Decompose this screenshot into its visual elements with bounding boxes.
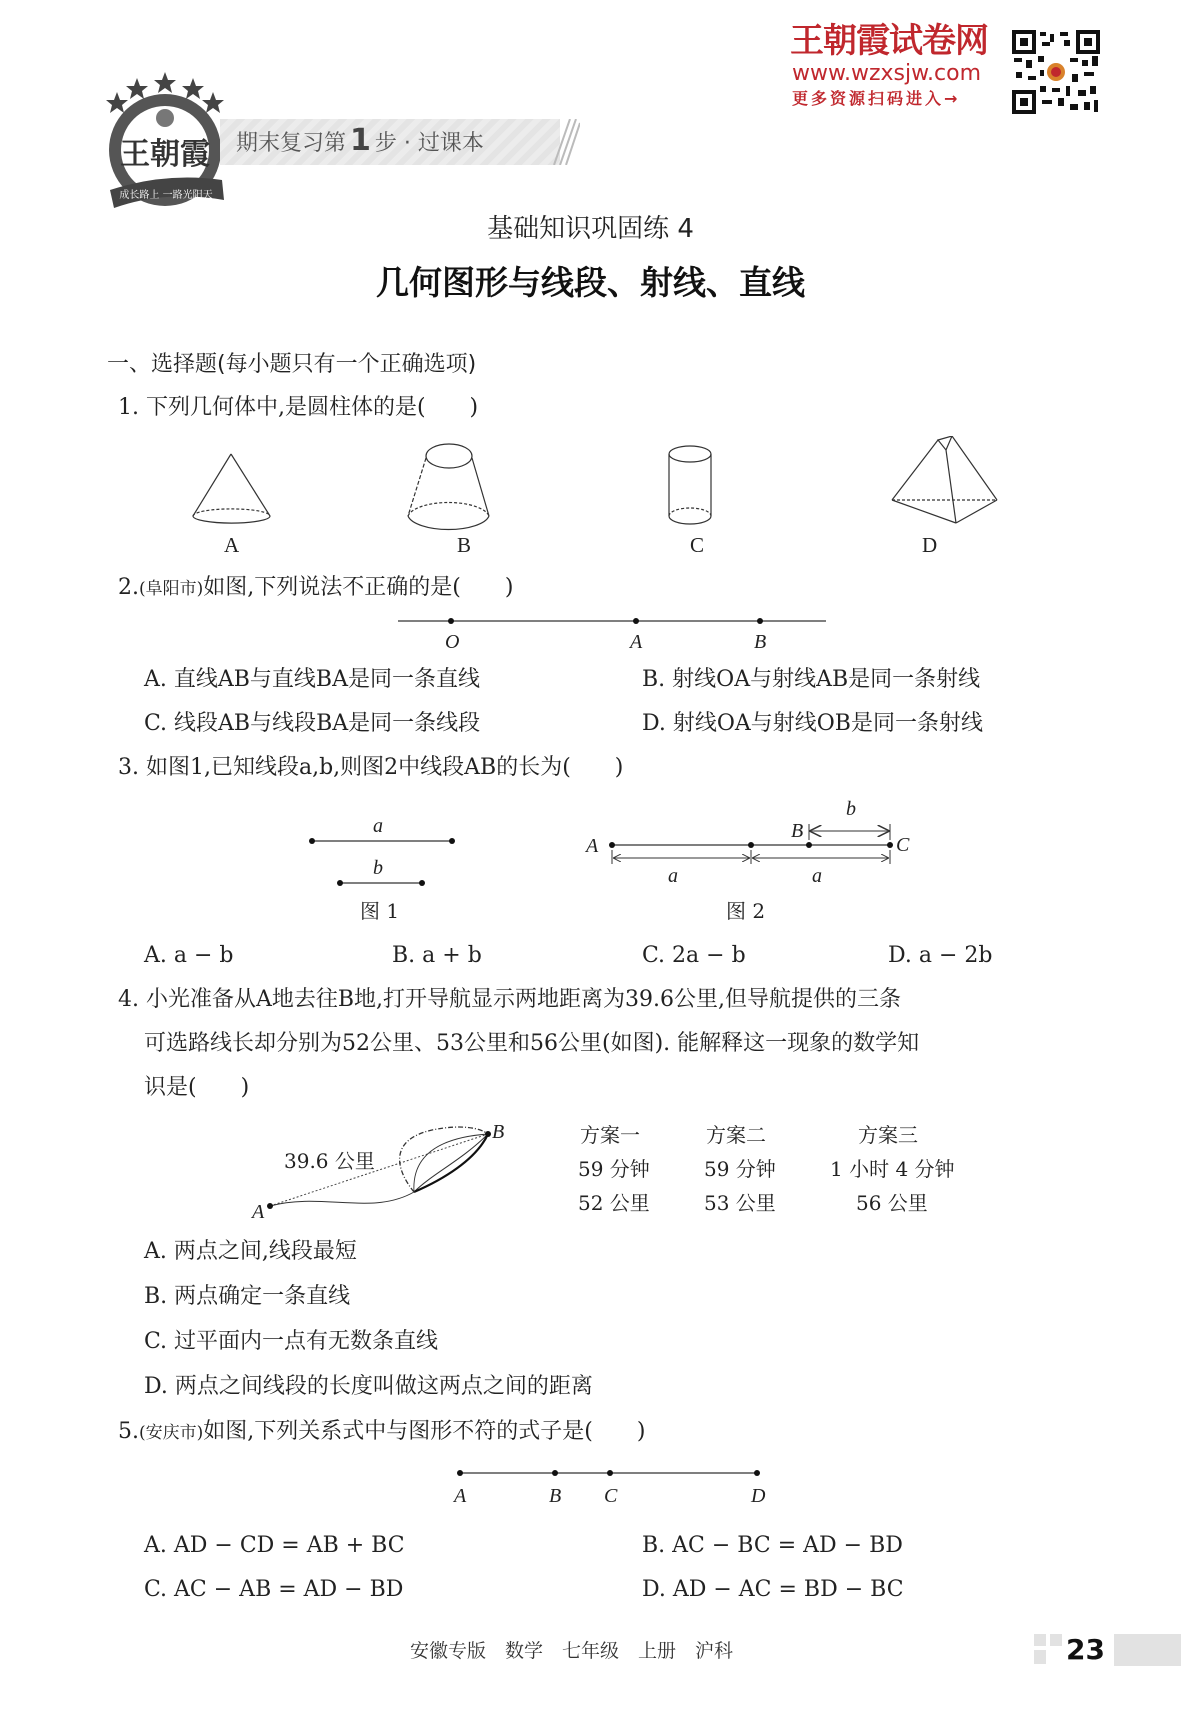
q2-line-figure xyxy=(390,612,830,630)
fig2-label-B: B xyxy=(791,820,804,842)
fig1-label-b: b xyxy=(373,857,383,879)
cone-figure xyxy=(193,454,270,523)
q4-option-c[interactable]: C. 过平面内一点有无数条直线 xyxy=(144,1329,439,1354)
q5-line-figure xyxy=(452,1464,762,1482)
point-a xyxy=(633,618,639,624)
worksheet-title: 几何图形与线段、射线、直线 xyxy=(376,263,805,302)
plan-1-dist: 52 公里 xyxy=(578,1191,650,1215)
brand-scan-hint: 更多资源扫码进入→ xyxy=(792,89,961,108)
q5-number: 5. xyxy=(118,1419,139,1444)
banner-stripes xyxy=(540,119,580,165)
plan-2-name: 方案二 xyxy=(706,1123,766,1147)
q5-point-b-label: B xyxy=(549,1485,562,1507)
q3-figure-2 xyxy=(600,812,900,872)
q5-point-a-label: A xyxy=(454,1485,467,1507)
q4-option-a[interactable]: A. 两点之间,线段最短 xyxy=(144,1239,357,1264)
fig1-label-a: a xyxy=(373,815,383,837)
fig2-label-b: b xyxy=(846,798,856,820)
q1-label-b: B xyxy=(457,533,472,557)
publisher-logo xyxy=(100,72,230,212)
brand-url[interactable]: www.wzxsjw.com xyxy=(792,61,982,86)
banner-pre: 期末复习第 xyxy=(236,131,347,156)
plan-2-time: 59 分钟 xyxy=(704,1157,776,1181)
plan-1-name: 方案一 xyxy=(580,1123,640,1147)
q1-label-d: D xyxy=(922,533,938,557)
banner-num: 1 xyxy=(350,123,371,158)
q1-figures xyxy=(180,436,1000,536)
logo-ribbon: 成长路上 一路光阳天 xyxy=(119,190,213,201)
q3-option-d[interactable]: D. a − 2b xyxy=(888,943,993,968)
q5-stem xyxy=(118,1418,645,1447)
q4-point-b-label: B xyxy=(492,1121,505,1143)
point-o xyxy=(448,618,454,624)
plan-1-time: 59 分钟 xyxy=(578,1157,650,1181)
q1-label-c: C xyxy=(690,533,705,557)
q2-stem xyxy=(118,574,513,603)
q3-option-b[interactable]: B. a + b xyxy=(392,943,482,968)
q2-point-a-label: A xyxy=(630,631,643,653)
plan-3-dist: 56 公里 xyxy=(856,1191,928,1215)
q4-stem-line-3: 识是( ) xyxy=(144,1075,250,1100)
q3-stem: 3. 如图1,已知线段a,b,则图2中线段AB的长为( ) xyxy=(118,755,624,780)
fig1-caption: 图 1 xyxy=(360,899,400,923)
q2-option-b[interactable]: B. 射线OA与射线AB是同一条射线 xyxy=(642,667,981,692)
point-b xyxy=(757,618,763,624)
q2-number: 2. xyxy=(118,575,139,600)
fig2-caption: 图 2 xyxy=(726,899,766,923)
q5-point-c-label: C xyxy=(604,1485,618,1507)
fig2-label-a1: a xyxy=(668,865,678,887)
plan-3-time: 1 小时 4 分钟 xyxy=(830,1157,955,1181)
qr-code-icon[interactable] xyxy=(1012,30,1100,114)
q4-stem-line-1: 4. 小光准备从A地去往B地,打开导航显示两地距离为39.6公里,但导航提供的三条 xyxy=(118,987,902,1012)
q5-option-b[interactable]: B. AC − BC = AD − BD xyxy=(642,1533,903,1558)
q4-point-a-label: A xyxy=(252,1201,265,1223)
fig2-label-a2: a xyxy=(812,865,822,887)
q5-option-c[interactable]: C. AC − AB = AD − BD xyxy=(144,1577,404,1602)
section-heading: 一、选择题(每小题只有一个正确选项) xyxy=(107,352,477,377)
footer-info: 安徽专版 数学 七年级 上册 沪科 xyxy=(410,1640,734,1662)
page-number: 23 xyxy=(1066,1633,1105,1666)
q3-option-c[interactable]: C. 2a − b xyxy=(642,943,746,968)
q3-option-a[interactable]: A. a − b xyxy=(144,943,234,968)
cylinder-figure xyxy=(669,446,711,524)
q2-text: 如图,下列说法不正确的是( ) xyxy=(203,575,514,600)
worksheet-subtitle: 基础知识巩固练 4 xyxy=(487,214,694,244)
logo-text: 王朝霞 xyxy=(120,137,210,172)
q2-point-b-label: B xyxy=(754,631,767,653)
q2-option-a[interactable]: A. 直线AB与直线BA是同一条直线 xyxy=(144,667,480,692)
page-number-box xyxy=(1034,1634,1181,1666)
fig2-label-A: A xyxy=(586,835,599,857)
banner-post: 步 · 过课本 xyxy=(374,131,484,156)
q5-option-a[interactable]: A. AD − CD = AB + BC xyxy=(144,1533,405,1558)
q1-label-a: A xyxy=(224,533,240,557)
brand-site-name: 王朝霞试卷网 xyxy=(790,21,988,61)
q5-point-d-label: D xyxy=(751,1485,766,1507)
q4-option-b[interactable]: B. 两点确定一条直线 xyxy=(144,1284,351,1309)
plan-2-dist: 53 公里 xyxy=(704,1191,776,1215)
q5-source: (安庆市) xyxy=(139,1423,204,1443)
q5-text: 如图,下列关系式中与图形不符的式子是( ) xyxy=(203,1419,646,1444)
q5-option-d[interactable]: D. AD − AC = BD − BC xyxy=(642,1577,904,1602)
q2-option-d[interactable]: D. 射线OA与射线OB是同一条射线 xyxy=(642,711,983,736)
q4-option-d[interactable]: D. 两点之间线段的长度叫做这两点之间的距离 xyxy=(144,1374,593,1399)
frustum-figure xyxy=(408,444,489,530)
q2-option-c[interactable]: C. 线段AB与线段BA是同一条线段 xyxy=(144,711,481,736)
chapter-banner-text xyxy=(236,124,484,161)
pyramid-figure xyxy=(892,436,997,523)
q2-source: (阜阳市) xyxy=(139,579,204,599)
q4-distance-label: 39.6 公里 xyxy=(284,1149,375,1173)
plan-3-name: 方案三 xyxy=(858,1123,918,1147)
fig2-label-C: C xyxy=(896,834,910,856)
q2-point-o-label: O xyxy=(445,631,460,653)
q1-stem: 1. 下列几何体中,是圆柱体的是( ) xyxy=(118,395,479,420)
q4-stem-line-2: 可选路线长却分别为52公里、53公里和56公里(如图). 能解释这一现象的数学知 xyxy=(144,1031,920,1056)
